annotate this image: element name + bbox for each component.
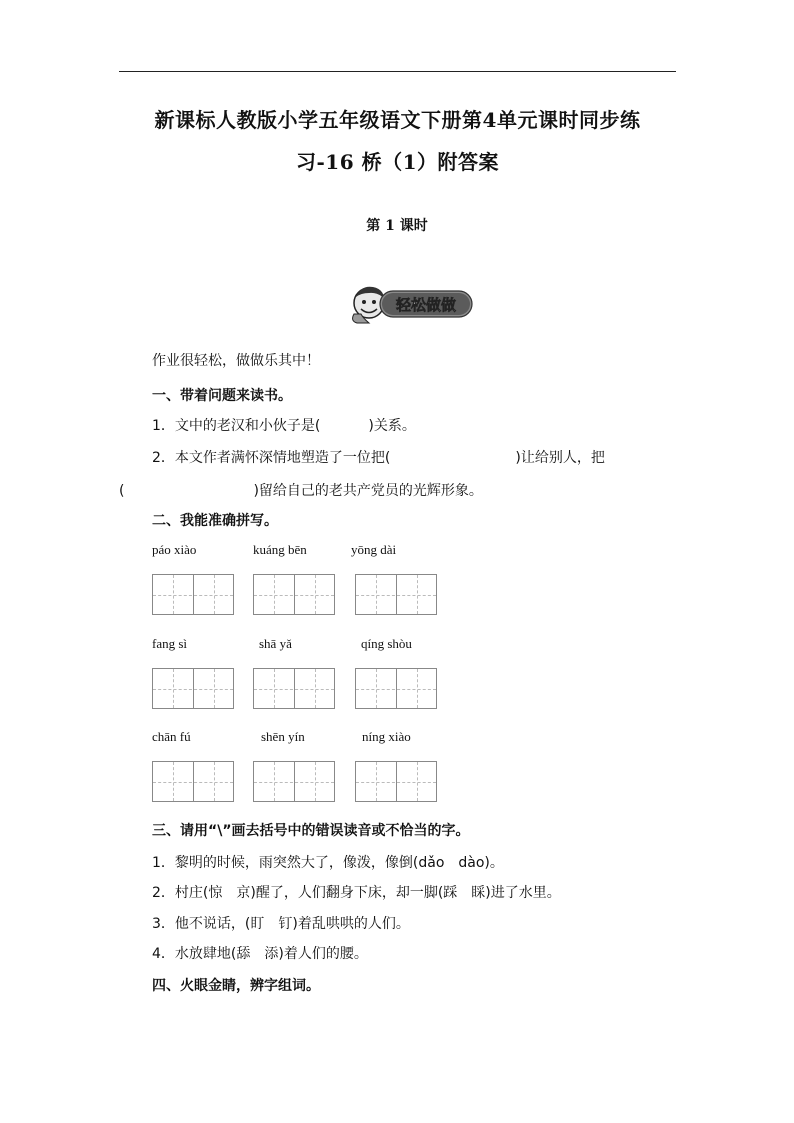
section1-heading: 一、带着问题来读书。 [152,388,292,404]
section3-item: 4．水放肆地(舔 添)着人们的腰。 [152,946,368,962]
writing-grid[interactable] [355,761,437,802]
writing-grid[interactable] [355,574,437,615]
writing-grid[interactable] [355,668,437,709]
section3-item: 3．他不说话，(盯 钉)着乱哄哄的人们。 [152,916,410,932]
writing-grid[interactable] [152,574,234,615]
pinyin-label: qíng shòu [361,636,412,651]
pinyin-label: shā yǎ [259,636,292,651]
header-rule [119,71,676,72]
writing-grid[interactable] [253,668,335,709]
writing-grid[interactable] [253,761,335,802]
easy-practice-badge [347,283,475,325]
question-2-line-2: ( )留给自己的老共产党员的光辉形象。 [119,483,483,499]
section3-item: 1．黎明的时候，雨突然大了，像泼，像倒(dǎo dào)。 [152,855,504,871]
section2-heading: 二、我能准确拼写。 [152,513,278,529]
pinyin-label: páo xiào [152,542,197,557]
pinyin-label: shēn yín [261,729,305,744]
cartoon-kid-icon [353,287,384,323]
question-1: 1．文中的老汉和小伙子是( )关系。 [152,418,416,434]
lesson-label: 第 1 课时 [366,218,428,234]
writing-grid[interactable] [152,761,234,802]
writing-grid[interactable] [152,668,234,709]
writing-grid[interactable] [253,574,335,615]
section3-heading: 三、请用“\”画去括号中的错误读音或不恰当的字。 [152,823,470,839]
pinyin-label: chān fú [152,729,191,744]
badge-label: 轻松做做 [395,296,457,314]
intro-text: 作业很轻松，做做乐其中！ [152,353,320,369]
section4-heading: 四、火眼金睛，辨字组词。 [152,978,320,994]
pinyin-label: yōng dài [351,542,397,557]
page-title-line-2: 习-16 桥（1）附答案 [295,150,499,174]
question-2-line-1: 2．本文作者满怀深情地塑造了一位把( )让给别人，把 [152,450,605,466]
pinyin-label: kuáng bēn [253,542,307,557]
section3-item: 2．村庄(惊 京)醒了，人们翻身下床，却一脚(踩 睬)进了水里。 [152,885,561,901]
pinyin-label: níng xiào [362,729,411,744]
pinyin-label: fang sì [152,636,188,651]
page-title-line-1: 新课标人教版小学五年级语文下册第4单元课时同步练 [154,108,641,132]
